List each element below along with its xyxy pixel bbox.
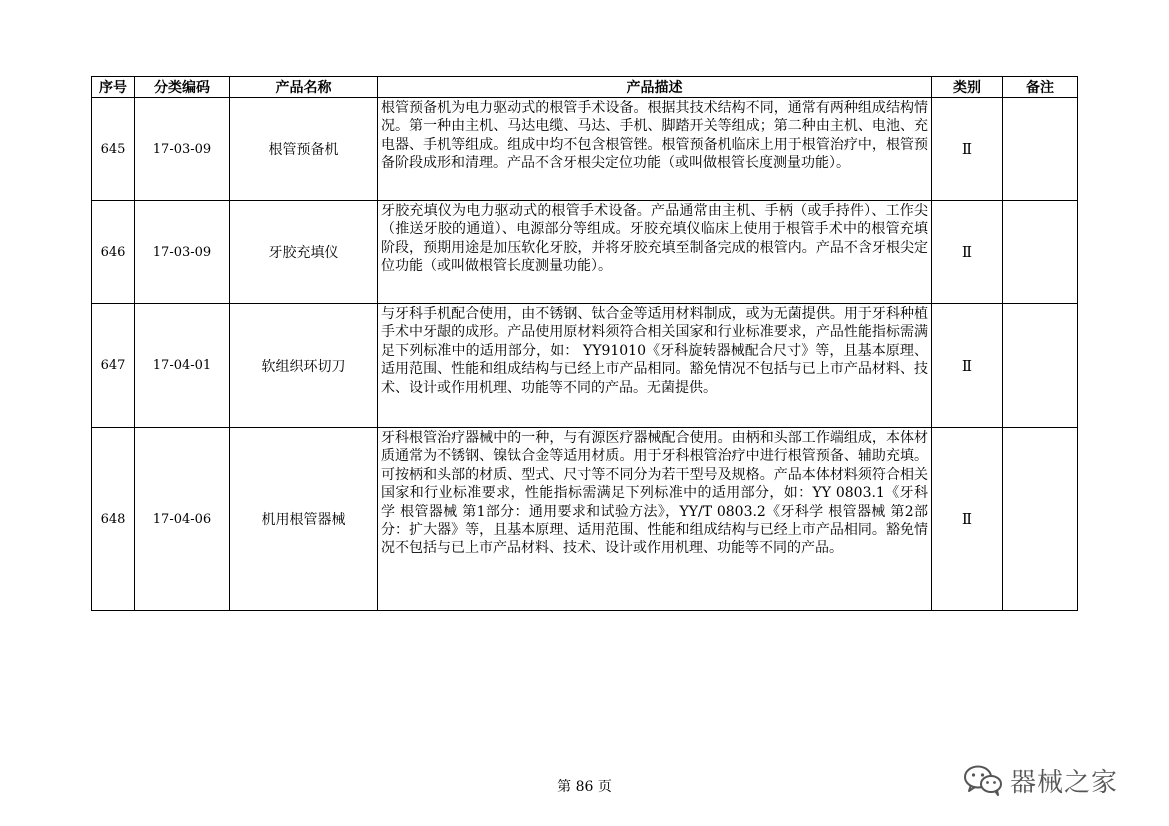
header-remark: 备注	[1003, 77, 1078, 98]
cell-name: 根管预备机	[230, 98, 378, 201]
cell-code: 17-04-06	[135, 428, 230, 611]
cell-class: Ⅱ	[932, 201, 1003, 304]
cell-desc: 牙科根管治疗器械中的一种，与有源医疗器械配合使用。由柄和头部工作端组成，本体材质通常为不锈钢、镍钛合金等适用材质。用于牙科根管治疗中进行根管预备、辅助充填。可按柄和头部的材质、型式、尺寸等不同分为若干型号及规格。产品本体材料须符合相关国家和行业标准要求，性能指标需满足下列标准中的适用部分，如：YY 0803.1《牙科学 根管器械 第1部分：通用要求和试验方法》，YY/T 0803.2《牙科学 根管器械 第2部分：扩大器》等，且基本原理、适用范围、性能和组成结构与已经上市产品相同。豁免情况不包括与已上市产品材料、技术、设计或作用机理、功能等不同的产品。	[378, 428, 932, 611]
page-number: 第 86 页	[557, 779, 612, 795]
header-code: 分类编码	[135, 77, 230, 98]
cell-name: 机用根管器械	[230, 428, 378, 611]
wechat-icon	[962, 764, 1004, 796]
cell-remark	[1003, 304, 1078, 428]
table-row	[92, 201, 1078, 304]
header-desc: 产品描述	[378, 77, 932, 98]
cell-code: 17-04-01	[135, 304, 230, 428]
table-row	[92, 304, 1078, 428]
cell-desc: 根管预备机为电力驱动式的根管手术设备。根据其技术结构不同，通常有两种组成结构情况。第一种由主机、马达电缆、马达、手机、脚踏开关等组成；第二种由主机、电池、充电器、手机等组成。组成中均不包含根管锉。根管预备机临床上用于根管治疗中，根管预备阶段成形和清理。产品不含牙根尖定位功能（或叫做根管长度测量功能）。	[378, 98, 932, 201]
table-row	[92, 98, 1078, 201]
cell-seq: 645	[92, 98, 135, 201]
watermark	[962, 762, 1118, 798]
cell-desc: 与牙科手机配合使用，由不锈钢、钛合金等适用材料制成，或为无菌提供。用于牙科种植手术中牙龈的成形。产品使用原材料须符合相关国家和行业标准要求，产品性能指标需满足下列标准中的适用部分，如： YY91010《牙科旋转器械配合尺寸》等，且基本原理、适用范围、性能和组成结构与已经上市产品相同。豁免情况不包括与已上市产品材料、技术、设计或作用机理、功能等不同的产品。无菌提供。	[378, 304, 932, 428]
header-seq: 序号	[92, 77, 135, 98]
cell-code: 17-03-09	[135, 201, 230, 304]
cell-desc: 牙胶充填仪为电力驱动式的根管手术设备。产品通常由主机、手柄（或手持件）、工作尖（推送牙胶的通道）、电源部分等组成。牙胶充填仪临床上使用于根管手术中的根管充填阶段，预期用途是加压软化牙胶，并将牙胶充填至制备完成的根管内。产品不含牙根尖定位功能（或叫做根管长度测量功能）。	[378, 201, 932, 304]
cell-remark	[1003, 98, 1078, 201]
cell-remark	[1003, 201, 1078, 304]
product-catalog-table	[91, 76, 1078, 611]
table-row	[92, 428, 1078, 611]
cell-name: 软组织环切刀	[230, 304, 378, 428]
watermark-text: 器械之家	[1010, 767, 1119, 798]
cell-seq: 648	[92, 428, 135, 611]
cell-class: Ⅱ	[932, 304, 1003, 428]
table-header-row	[92, 77, 1078, 98]
cell-name: 牙胶充填仪	[230, 201, 378, 304]
cell-code: 17-03-09	[135, 98, 230, 201]
cell-remark	[1003, 428, 1078, 611]
header-class: 类别	[932, 77, 1003, 98]
header-name: 产品名称	[230, 77, 378, 98]
cell-class: Ⅱ	[932, 428, 1003, 611]
cell-class: Ⅱ	[932, 98, 1003, 201]
cell-seq: 647	[92, 304, 135, 428]
cell-seq: 646	[92, 201, 135, 304]
